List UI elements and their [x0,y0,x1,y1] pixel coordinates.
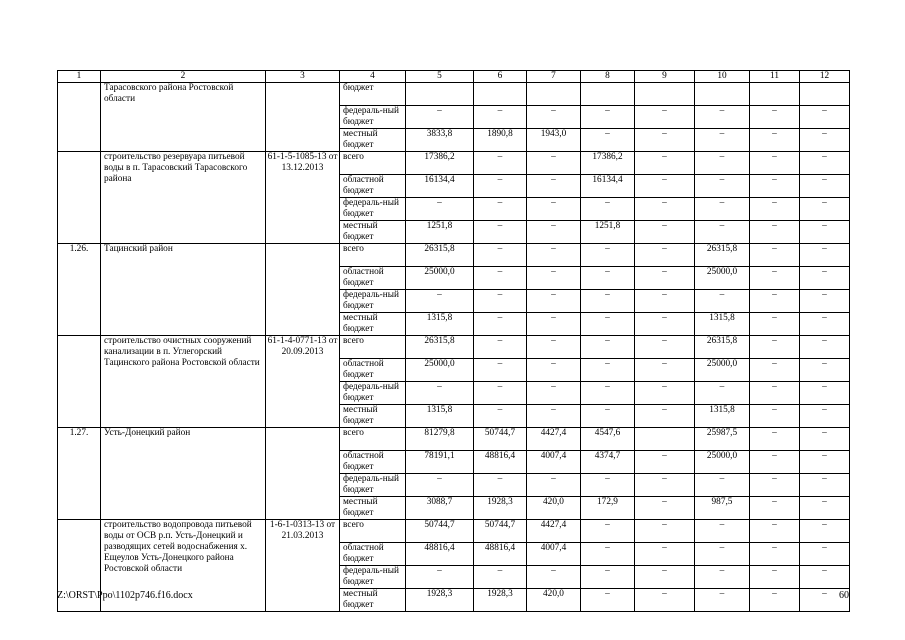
table-row [58,244,850,267]
value-cell: – [635,106,695,129]
value-cell: – [474,198,527,221]
value-cell: 50744,7 [406,520,474,543]
funding-source: федераль-ный бюджет [340,382,406,405]
value-cell: – [474,244,527,267]
value-cell: 1943,0 [527,129,581,152]
value-cell: – [527,267,581,290]
item-name: Тарасовского района Ростовской области [101,83,266,152]
value-cell: – [406,198,474,221]
value-cell: – [750,336,800,359]
value-cell [474,83,527,106]
funding-source: областной бюджет [340,451,406,474]
value-cell: – [800,152,850,175]
column-header-11: 11 [750,71,800,83]
expertise-conclusion-code [266,428,340,520]
value-cell: – [750,451,800,474]
value-cell: – [800,428,850,451]
value-cell: – [750,290,800,313]
value-cell: – [750,359,800,382]
value-cell: – [474,221,527,244]
value-cell: 16134,4 [406,175,474,198]
value-cell: 1928,3 [474,589,527,612]
value-cell: – [635,359,695,382]
value-cell: – [635,313,695,336]
value-cell: – [474,359,527,382]
value-cell: – [695,474,750,497]
funding-source: федераль-ный бюджет [340,566,406,589]
value-cell: 1315,8 [406,405,474,428]
funding-source: областной бюджет [340,267,406,290]
value-cell: – [474,336,527,359]
table-row [58,520,850,543]
value-cell: – [406,106,474,129]
value-cell: – [635,520,695,543]
value-cell: – [527,221,581,244]
value-cell: 17386,2 [581,152,635,175]
funding-table [57,70,850,612]
value-cell: – [695,152,750,175]
value-cell [635,83,695,106]
item-number [58,336,101,428]
column-header-4: 4 [340,71,406,83]
item-number: 1.27. [58,428,101,520]
value-cell: – [581,382,635,405]
value-cell: 26315,8 [695,244,750,267]
funding-source: федераль-ный бюджет [340,106,406,129]
value-cell: – [581,267,635,290]
funding-source: всего [340,244,406,267]
value-cell: – [750,267,800,290]
value-cell: 78191,1 [406,451,474,474]
funding-source: местный бюджет [340,129,406,152]
value-cell: – [635,198,695,221]
value-cell [635,428,695,451]
value-cell: 25000,0 [695,359,750,382]
value-cell: – [800,497,850,520]
value-cell: – [474,175,527,198]
value-cell: – [695,290,750,313]
value-cell: – [800,382,850,405]
value-cell: – [695,221,750,244]
value-cell: – [750,520,800,543]
value-cell: – [474,267,527,290]
value-cell: – [800,244,850,267]
value-cell: – [800,221,850,244]
value-cell: – [406,290,474,313]
funding-source: областной бюджет [340,359,406,382]
value-cell: – [695,566,750,589]
expertise-conclusion-code [266,83,340,152]
column-header-2: 2 [101,71,266,83]
value-cell: – [581,106,635,129]
column-header-9: 9 [635,71,695,83]
funding-source: местный бюджет [340,497,406,520]
value-cell: – [527,106,581,129]
value-cell: – [635,566,695,589]
value-cell: 1251,8 [406,221,474,244]
column-header-7: 7 [527,71,581,83]
value-cell: – [695,106,750,129]
value-cell: – [527,152,581,175]
value-cell: – [750,198,800,221]
value-cell: – [581,336,635,359]
funding-source: всего [340,428,406,451]
value-cell: – [581,359,635,382]
column-header-3: 3 [266,71,340,83]
value-cell: – [527,313,581,336]
column-header-10: 10 [695,71,750,83]
value-cell: – [527,566,581,589]
value-cell: 4374,7 [581,451,635,474]
value-cell: – [474,152,527,175]
value-cell: – [474,290,527,313]
funding-source: бюджет [340,83,406,106]
value-cell: – [581,313,635,336]
item-name: строительство очистных сооружений канализации в п. Углегорский Тацинского района Ростовской области [101,336,266,428]
footer-file-path: Z:\ORST\Ppo\1102p746.f16.docx [57,590,193,601]
value-cell: 4007,4 [527,543,581,566]
value-cell: – [635,451,695,474]
value-cell: – [635,152,695,175]
value-cell: – [635,175,695,198]
value-cell: 1890,8 [474,129,527,152]
value-cell: – [800,405,850,428]
value-cell [800,83,850,106]
value-cell: – [527,198,581,221]
value-cell: – [581,520,635,543]
column-header-5: 5 [406,71,474,83]
value-cell: 48816,4 [474,543,527,566]
value-cell: – [635,244,695,267]
value-cell: – [800,543,850,566]
value-cell: – [800,359,850,382]
value-cell: – [474,106,527,129]
item-number [58,83,101,152]
value-cell: 25000,0 [695,451,750,474]
value-cell: 1315,8 [695,313,750,336]
value-cell: 25000,0 [406,267,474,290]
value-cell: – [800,198,850,221]
table-row [58,152,850,175]
value-cell: – [750,221,800,244]
value-cell [581,83,635,106]
value-cell: – [527,175,581,198]
funding-source: областной бюджет [340,543,406,566]
value-cell: – [695,589,750,612]
column-header-6: 6 [474,71,527,83]
value-cell: – [635,267,695,290]
value-cell: – [527,405,581,428]
value-cell: 420,0 [527,497,581,520]
value-cell: 50744,7 [474,428,527,451]
value-cell: 420,0 [527,589,581,612]
value-cell: 4427,4 [527,520,581,543]
value-cell: – [474,313,527,336]
value-cell: 25000,0 [406,359,474,382]
value-cell: – [527,474,581,497]
value-cell: – [635,290,695,313]
table-row [58,83,850,106]
value-cell: – [581,244,635,267]
item-name: Усть-Донецкий район [101,428,266,520]
value-cell: – [581,129,635,152]
value-cell: – [695,129,750,152]
funding-source: всего [340,520,406,543]
value-cell: – [474,382,527,405]
expertise-conclusion-code [266,244,340,336]
funding-source: федераль-ный бюджет [340,198,406,221]
value-cell: 26315,8 [406,244,474,267]
value-cell: – [474,566,527,589]
funding-source: областной бюджет [340,175,406,198]
expertise-conclusion-code: 61-1-4-0771-13 от 20.09.2013 [266,336,340,428]
value-cell: – [474,474,527,497]
value-cell: – [800,566,850,589]
funding-source: федераль-ный бюджет [340,290,406,313]
value-cell: – [750,474,800,497]
value-cell: – [695,520,750,543]
value-cell: 26315,8 [406,336,474,359]
table-row [58,336,850,359]
value-cell: – [750,497,800,520]
value-cell: – [406,382,474,405]
funding-source: федераль-ный бюджет [340,474,406,497]
funding-source: местный бюджет [340,313,406,336]
value-cell: – [406,566,474,589]
value-cell: – [635,336,695,359]
value-cell: – [581,589,635,612]
value-cell: – [581,198,635,221]
value-cell: – [800,106,850,129]
value-cell: – [635,129,695,152]
item-name: строительство резервуара питьевой воды в п. Тарасовский Тарасовского района [101,152,266,244]
value-cell: – [800,474,850,497]
value-cell [527,83,581,106]
value-cell: – [750,106,800,129]
item-name: строительство водопровода питьевой воды от ОСВ р.п. Усть-Донецкий и разводящих сетей водоснабжения х. Ещеулов Усть-Донецкого района Ростовской области [101,520,266,612]
value-cell: – [527,359,581,382]
item-name: Тацинский район [101,244,266,336]
value-cell: – [750,382,800,405]
value-cell: 1315,8 [695,405,750,428]
value-cell [406,83,474,106]
value-cell: 4007,4 [527,451,581,474]
table-row [58,428,850,451]
expertise-conclusion-code: 61-1-5-1085-13 от 13.12.2013 [266,152,340,244]
value-cell: – [750,405,800,428]
value-cell: – [635,221,695,244]
value-cell: – [527,290,581,313]
value-cell: – [695,382,750,405]
item-number: 1.26. [58,244,101,336]
value-cell: – [800,267,850,290]
expertise-conclusion-code: 1-6-1-0313-13 от 21.03.2013 [266,520,340,612]
value-cell: 81279,8 [406,428,474,451]
value-cell: – [406,474,474,497]
value-cell: – [800,451,850,474]
value-cell: – [635,497,695,520]
value-cell: – [581,405,635,428]
column-header-12: 12 [800,71,850,83]
value-cell: – [750,152,800,175]
value-cell: – [800,175,850,198]
value-cell: 987,5 [695,497,750,520]
value-cell: – [635,589,695,612]
value-cell: – [635,405,695,428]
value-cell: 16134,4 [581,175,635,198]
value-cell: 48816,4 [406,543,474,566]
value-cell: – [750,428,800,451]
value-cell: 1928,3 [474,497,527,520]
table-body [58,71,850,612]
value-cell: 26315,8 [695,336,750,359]
funding-source: местный бюджет [340,589,406,612]
value-cell: – [695,198,750,221]
value-cell [750,83,800,106]
value-cell: 1315,8 [406,313,474,336]
value-cell: – [750,589,800,612]
value-cell: – [750,566,800,589]
value-cell: – [581,474,635,497]
value-cell: 25987,5 [695,428,750,451]
value-cell: – [800,589,850,612]
value-cell: – [527,382,581,405]
column-number-header-row [58,71,850,83]
value-cell: – [800,290,850,313]
funding-source: местный бюджет [340,405,406,428]
value-cell: 172,9 [581,497,635,520]
value-cell: – [635,474,695,497]
value-cell: 17386,2 [406,152,474,175]
item-number [58,152,101,244]
value-cell: – [800,129,850,152]
value-cell: – [527,336,581,359]
value-cell: – [750,543,800,566]
value-cell: – [527,244,581,267]
value-cell: – [695,543,750,566]
value-cell: – [750,313,800,336]
value-cell: 50744,7 [474,520,527,543]
value-cell: 48816,4 [474,451,527,474]
value-cell: – [750,244,800,267]
value-cell: – [695,175,750,198]
value-cell [695,83,750,106]
funding-source: всего [340,152,406,175]
value-cell: 25000,0 [695,267,750,290]
funding-source: местный бюджет [340,221,406,244]
value-cell: – [800,336,850,359]
value-cell: 1251,8 [581,221,635,244]
value-cell: – [581,543,635,566]
value-cell: – [750,175,800,198]
value-cell: 4547,6 [581,428,635,451]
value-cell: – [635,543,695,566]
value-cell: – [750,129,800,152]
value-cell: – [635,382,695,405]
value-cell: 3833,8 [406,129,474,152]
value-cell: 1928,3 [406,589,474,612]
footer-page-number: 60 [839,590,849,601]
funding-source: всего [340,336,406,359]
value-cell: – [581,290,635,313]
value-cell: – [581,566,635,589]
column-header-8: 8 [581,71,635,83]
value-cell: – [800,520,850,543]
value-cell: 3088,7 [406,497,474,520]
value-cell: – [800,313,850,336]
column-header-1: 1 [58,71,101,83]
value-cell: – [474,405,527,428]
value-cell: 4427,4 [527,428,581,451]
